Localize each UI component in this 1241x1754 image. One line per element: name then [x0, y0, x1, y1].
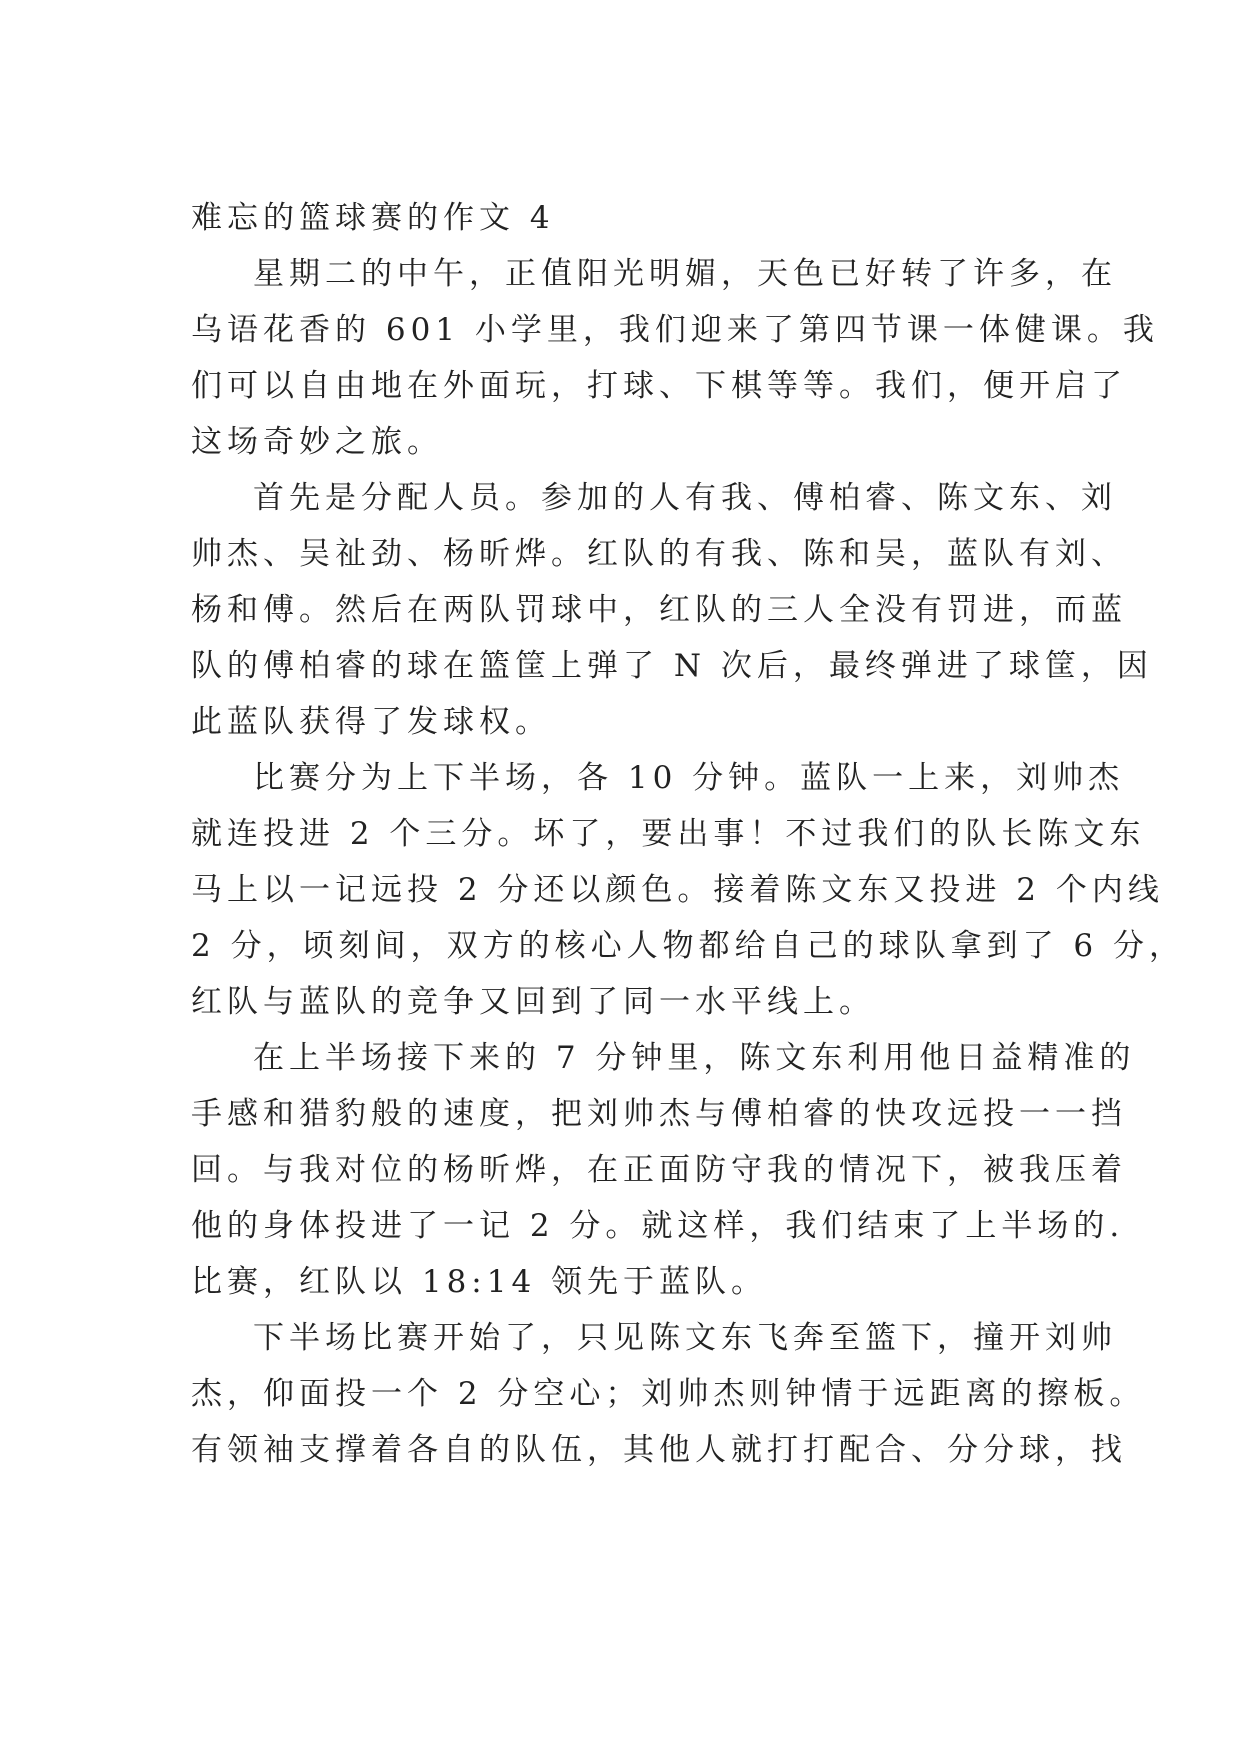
essay-line: 有领袖支撑着各自的队伍，其他人就打打配合、分分球，找 [191, 1432, 1127, 1468]
essay-line: 在上半场接下来的 7 分钟里，陈文东利用他日益精准的 [253, 1040, 1136, 1076]
essay-line: 们可以自由地在外面玩，打球、下棋等等。我们，便开启了 [191, 368, 1127, 404]
essay-line: 他的身体投进了一记 2 分。就这样，我们结束了上半场的. [191, 1208, 1125, 1244]
essay-line: 帅杰、吴祉劲、杨昕烨。红队的有我、陈和吴，蓝队有刘、 [191, 536, 1127, 572]
essay-line: 回。与我对位的杨昕烨，在正面防守我的情况下，被我压着 [191, 1152, 1127, 1188]
essay-line: 2 分，顷刻间，双方的核心人物都给自己的球队拿到了 6 分， [191, 928, 1186, 964]
essay-body [191, 190, 1186, 1478]
essay-line: 下半场比赛开始了，只见陈文东飞奔至篮下，撞开刘帅 [253, 1320, 1117, 1356]
essay-line: 比赛分为上下半场，各 10 分钟。蓝队一上来，刘帅杰 [253, 760, 1125, 796]
essay-line: 马上以一记远投 2 分还以颜色。接着陈文东又投进 2 个内线 [191, 872, 1164, 908]
essay-line: 星期二的中午，正值阳光明媚，天色已好转了许多，在 [253, 256, 1117, 292]
essay-line: 红队与蓝队的竞争又回到了同一水平线上。 [191, 984, 875, 1020]
essay-line: 队的傅柏睿的球在篮筐上弹了 N 次后，最终弹进了球筐，因 [191, 648, 1153, 684]
essay-line: 杨和傅。然后在两队罚球中，红队的三人全没有罚进，而蓝 [191, 592, 1127, 628]
essay-line: 乌语花香的 601 小学里，我们迎来了第四节课一体健课。我 [191, 312, 1159, 348]
essay-title: 难忘的篮球赛的作文 4 [191, 200, 555, 236]
essay-line: 这场奇妙之旅。 [191, 424, 443, 460]
essay-line: 比赛，红队以 18:14 领先于蓝队。 [191, 1264, 768, 1300]
essay-line: 手感和猎豹般的速度，把刘帅杰与傅柏睿的快攻远投一一挡 [191, 1096, 1127, 1132]
essay-line: 此蓝队获得了发球权。 [191, 704, 551, 740]
essay-line: 首先是分配人员。参加的人有我、傅柏睿、陈文东、刘 [253, 480, 1117, 516]
essay-line: 杰，仰面投一个 2 分空心；刘帅杰则钟情于远距离的擦板。 [191, 1376, 1146, 1412]
essay-line: 就连投进 2 个三分。坏了，要出事！不过我们的队长陈文东 [191, 816, 1146, 852]
